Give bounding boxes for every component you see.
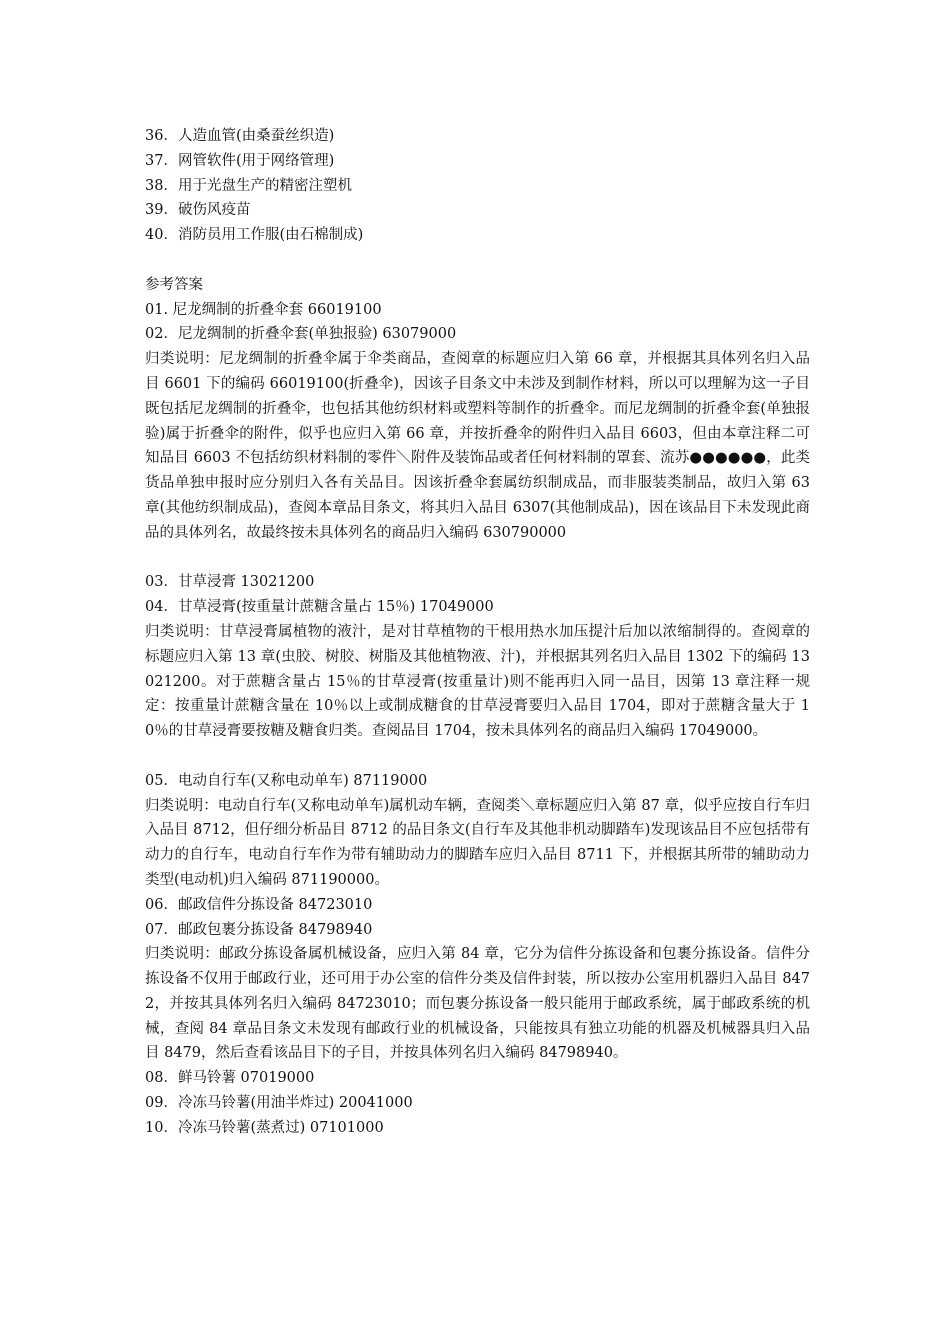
question-37: 37．网管软件(用于网络管理) [145,152,335,169]
explanation-01-02: 归类说明：尼龙绸制的折叠伞属于伞类商品，查阅章的标题应归入第 66 章，并根据其具体列名归入品目 6601 下的编码 66019100(折叠伞)，因该子目条文中未涉及到制作材料，所以可以理解为这一子目既包括尼龙绸制的折叠伞，也包括其他纺织材料或塑料等制作的折叠伞。而尼龙绸制的折叠伞套(单独报验)属于折叠伞的附件，似乎也应归入第 66 章，并按折叠伞的附件归入品目 6603，但由本章注释二可知品目 6603 不包括纺织材料制的零件＼附件及装饰品或者任何材料制的罩套、流苏●●●●●●，此类货品单独申报时应分别归入各有关品目。因该折叠伞套属纺织制成品，而非服装类制品，故归入第 63 章(其他纺织制成品)，查阅本章品目条文，将其归入品目 6307(其他制成品)，因在该品目下未发现此商品的具体列名，故最终按未具体列名的商品归入编码 630790000 [145,351,810,541]
answer-09: 09．冷冻马铃薯(用油半炸过) 20041000 [145,1095,413,1112]
question-39: 39．破伤风疫苗 [145,202,251,219]
spacer [145,744,810,769]
spacer [145,546,810,571]
answer-05: 05．电动自行车(又称电动单车) 87119000 [145,772,428,789]
answer-08: 08．鲜马铃薯 07019000 [145,1070,315,1087]
question-36: 36．人造血管(由桑蚕丝织造) [145,128,335,144]
explanation-03-04: 归类说明：甘草浸膏属植物的液汁，是对甘草植物的干根用热水加压提汁后加以浓缩制得的。查阅章的标题应归入第 13 章(虫胶、树胶、树脂及其他植物液、汁)，并根据其列名归入品目 1302 下的编码 13021200。对于蔗糖含量占 15％的甘草浸膏(按重量计)则不能再归入同一品目，因第 13 章注释一规定：按重量计蔗糖含量在 10％以上或制成糖食的甘草浸膏要归入品目 1704，即对于蔗糖含量大于 10％的甘草浸膏要按糖及糖食归类。查阅品目 1704，按未具体列名的商品归入编码 17049000。 [145,623,810,740]
answer-01: 01. 尼龙绸制的折叠伞套 66019100 [145,301,382,318]
answer-06: 06．邮政信件分拣设备 84723010 [145,896,373,913]
spacer [145,248,810,273]
question-38: 38．用于光盘生产的精密注塑机 [145,177,352,194]
explanation-05: 归类说明：电动自行车(又称电动单车)属机动车辆，查阅类＼章标题应归入第 87 章，似乎应按自行车归入品目 8712，但仔细分析品目 8712 的品目条文(自行车及其他非机动脚踏车)发现该品目不应包括带有动力的自行车，电动自行车作为带有辅助动力的脚踏车应归入品目 8711 下，并根据其所带的辅助动力类型(电动机)归入编码 871190000。 [145,797,810,888]
answer-10: 10．冷冻马铃薯(蒸煮过) 07101000 [145,1119,384,1136]
answers-heading: 参考答案 [145,276,203,293]
explanation-06-07: 归类说明：邮政分拣设备属机械设备，应归入第 84 章，它分为信件分拣设备和包裹分拣设备。信件分拣设备不仅用于邮政行业，还可用于办公室的信件分类及信件封装，所以按办公室用机器归入品目 8472，并按其具体列名归入编码 84723010；而包裹分拣设备一般只能用于邮政系统，属于邮政系统的机械，查阅 84 章品目条文未发现有邮政行业的机械设备，只能按具有独立功能的机器及机械器具归入品目 8479，然后查看该品目下的子目，并按具体列名归入编码 84798940。 [145,946,810,1062]
question-40: 40．消防员用工作服(由石棉制成) [145,227,364,244]
answer-02: 02．尼龙绸制的折叠伞套(单独报验) 63079000 [145,326,457,343]
answer-04: 04．甘草浸膏(按重量计蔗糖含量占 15％) 17049000 [145,599,494,616]
answer-07: 07．邮政包裹分拣设备 84798940 [145,921,373,938]
answer-03: 03．甘草浸膏 13021200 [145,574,315,591]
document-body [145,124,810,1141]
